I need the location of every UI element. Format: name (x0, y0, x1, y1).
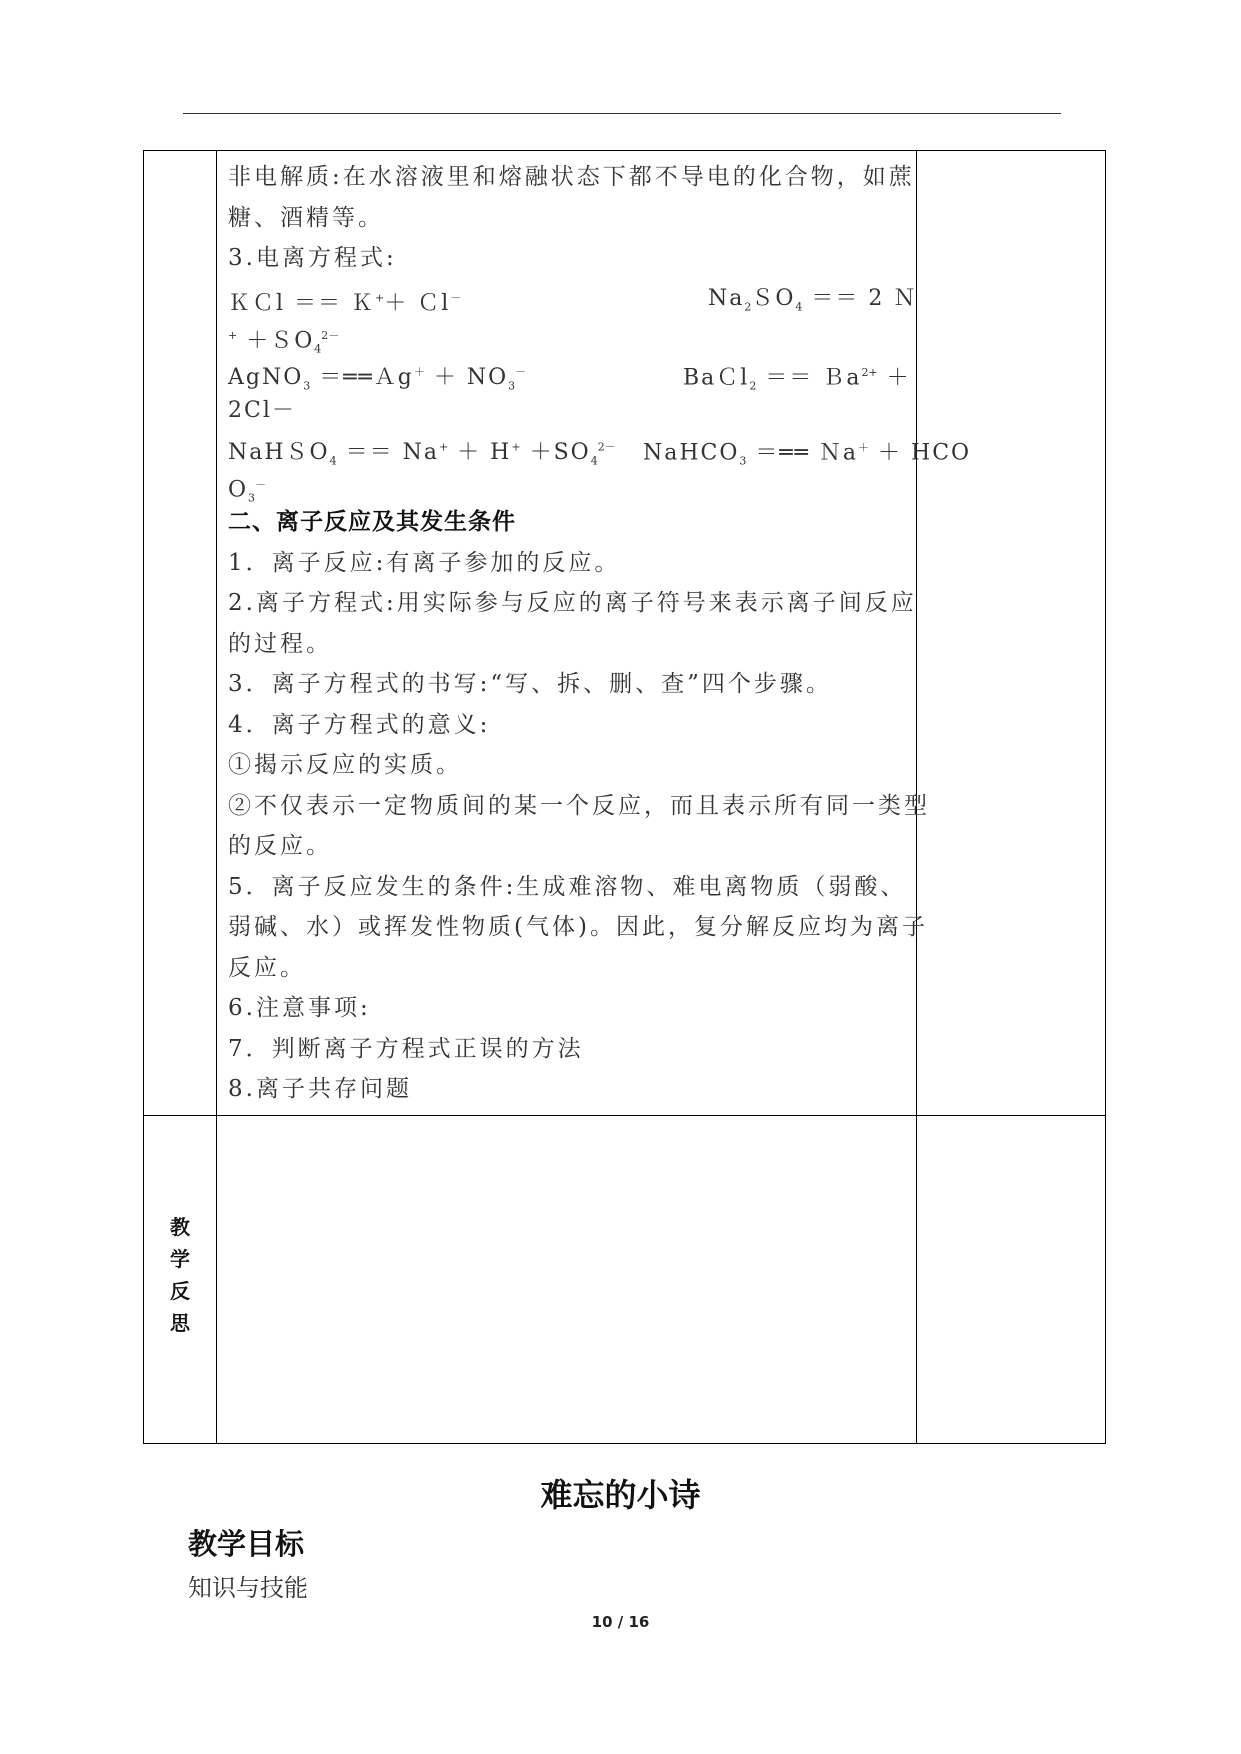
text-line: 弱碱、水）或挥发性物质(气体)。因此，复分解反应均为离子 (228, 914, 928, 940)
row-divider (144, 1115, 1105, 1116)
text-line: ①揭示反应的实质。 (228, 752, 462, 778)
equation-nahso4: NaHＳO$_4$ ＝＝ $Na^+ + H^+ +SO_4^{2-}$ (228, 439, 616, 468)
text-line: 的反应。 (228, 833, 332, 859)
equation-nahco3: NaHCO$_3$ ＝══ Ｎa＋ ＋ HCO (643, 439, 972, 468)
page-number: 10 / 16 (591, 1613, 650, 1631)
teaching-content-cell (228, 157, 972, 1111)
equation-line-kcl-na2so4 (228, 279, 916, 320)
text-line: 6.注意事项: (228, 995, 371, 1021)
equation-line-nahso4-nahco3 (228, 428, 972, 469)
lesson-plan-table (143, 150, 1106, 1444)
equation-continuation: 2Cl－ (228, 397, 296, 423)
text-line: 糖、酒精等。 (228, 204, 384, 231)
equation-continuation: $O_3^-$ (228, 477, 267, 505)
equation-na2so4: $Na_2SO_4 == 2$ Ｎ (708, 285, 918, 313)
text-line: ②不仅表示一定物质间的某一个反应，而且表示所有同一类型 (228, 792, 930, 819)
text-line: 的过程。 (228, 630, 332, 657)
text-line: 4．离子方程式的意义: (228, 711, 491, 738)
section-subtitle: 知识与技能 (188, 1574, 308, 1602)
lesson-title: 难忘的小诗 (540, 1476, 701, 1514)
text-line: 7．判断离子方程式正误的方法 (228, 1035, 584, 1062)
text-line: 非电解质:在水溶液里和熔融状态下都不导电的化合物，如蔗 (228, 164, 915, 190)
equation-continuation: + ＋ＳO$_4^{2-}$ (228, 328, 340, 356)
section-heading-ionic-reactions: 二、离子反应及其发生条件 (228, 509, 516, 535)
equation-kcl: ＫＣl ＝＝ Ｋ+＋ Ｃl－ (228, 290, 462, 316)
text-line: 5．离子反应发生的条件:生成难溶物、难电离物质（弱酸、 (228, 873, 907, 900)
text-line: 反应。 (228, 954, 306, 981)
teaching-reflection-label: 教 学 反 思 (170, 1215, 190, 1335)
text-line: 1．离子反应:有离子参加的反应。 (228, 549, 621, 576)
equation-agno3: AgNO$_3$ ＝══Ａg＋ ＋ $NO_3^-$ (228, 365, 527, 393)
equation-bacl2: BaＣl$_2$ ＝＝ Ｂa$^{2+}$ ＋ (683, 365, 911, 393)
text-line: 2.离子方程式:用实际参与反应的离子符号来表示离子间反应 (228, 590, 917, 616)
text-line: 3.电离方程式: (228, 245, 397, 271)
column-divider-left (216, 151, 217, 1443)
text-line: 8.离子共存问题 (228, 1076, 412, 1102)
equation-line-agno3-bacl2 (228, 353, 916, 394)
header-rule (183, 113, 1061, 114)
section-title: 教学目标 (188, 1527, 305, 1561)
text-line: 3．离子方程式的书写:“写、拆、删、查”四个步骤。 (228, 671, 832, 697)
